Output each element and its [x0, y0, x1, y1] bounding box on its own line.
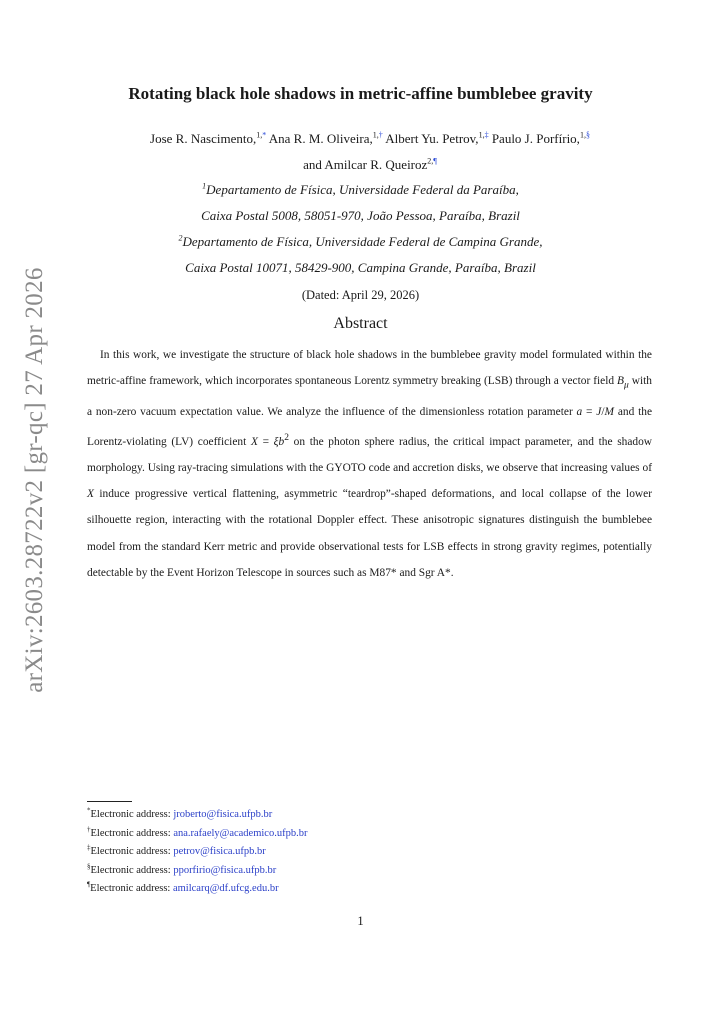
affiliation-2-line-2: Caixa Postal 10071, 58429-900, Campina Grande, Paraíba, Brazil [185, 260, 536, 275]
author-footnote-link[interactable]: ‡ [484, 130, 489, 140]
abstract-body: In this work, we investigate the structure of black hole shadows in the bumblebee gravity model formulated within the metric-affine framework, which incorporates spontaneous Lorentz symmetry breaking (LSB) through a vector field $B_\mu$ with a non-zero vacuum expectation value. We analyze the influence of the dimensionless rotation parameter a = J/M and the Lorentz-violating (LV) coefficient $X = \xi b^2$ on the photon sphere radius, the critical impact parameter, and the shadow morphology. Using ray-tracing simulations with the GYOTO code and accretion disks, we observe that increasing values of X induce progressive vertical flattening, asymmetric “teardrop”-shaped deformations, and local collapse of the lower silhouette region, interacting with the rotational Doppler effect. These anisotropic signatures distinguish the bumblebee model from the standard Kerr metric and provide observational tests for LSB effects in strong gravity regimes, potentially detectable by the Event Horizon Telescope in sources such as M87* and Sgr A*. [87, 349, 653, 579]
author-footnote-link[interactable]: † [378, 130, 383, 140]
affiliation-1-line-1: $^1$Departamento de Física, Universidade Federal da Paraíba, [202, 181, 519, 197]
author-list: Jose R. Nascimento,$^{1,*}$ Ana R. M. Oliveira,$^{1,\dagger}$ Albert Yu. Petrov,$^{1,\ddagger}$ Paulo J. Porfírio,$^{1,\S}$ and Amilcar R. Queiroz$^{2,\P}$ [150, 130, 590, 172]
arxiv-identifier: arXiv:2603.28722v2 [gr-qc] 27 Apr 2026 [21, 267, 48, 693]
footnote: *Electronic address: jroberto@fisica.ufpb.br [87, 806, 273, 820]
footnote: ¶Electronic address: amilcarq@df.ufcg.edu.br [87, 880, 279, 894]
author-2: Ana R. M. Oliveira,$^{1,\dagger}$ [268, 130, 383, 146]
author-4: Paulo J. Porfírio,$^{1,\S}$ [491, 130, 590, 146]
affiliation-2-line-1: $^2$Departamento de Física, Universidade Federal de Campina Grande, [178, 233, 543, 249]
footnote: †Electronic address: ana.rafaely@academico.ufpb.br [87, 825, 308, 839]
author-footnote-link[interactable]: * [262, 130, 267, 140]
footnote: §Electronic address: pporfirio@fisica.ufpb.br [87, 862, 277, 876]
author-footnote-link[interactable]: § [585, 130, 590, 140]
footnote: ‡Electronic address: petrov@fisica.ufpb.br [87, 843, 266, 857]
footnote-divider [87, 801, 132, 802]
date-line: (Dated: April 29, 2026) [301, 288, 420, 302]
email-link[interactable]: jroberto@fisica.ufpb.br [173, 809, 273, 820]
paper-title: Rotating black hole shadows in metric-affine bumblebee gravity [128, 84, 593, 103]
email-link[interactable]: amilcarq@df.ufcg.edu.br [172, 883, 279, 894]
footnotes [87, 806, 307, 899]
author-5: Amilcar R. Queiroz$^{2,\P}$ [324, 156, 437, 172]
email-link[interactable]: petrov@fisica.ufpb.br [173, 846, 266, 857]
author-1: Jose R. Nascimento,$^{1,*}$ [150, 130, 267, 146]
author-3: Albert Yu. Petrov,$^{1,\ddagger}$ [385, 130, 489, 146]
email-link[interactable]: pporfirio@fisica.ufpb.br [173, 864, 277, 876]
abstract-heading: Abstract [333, 315, 388, 332]
affiliation-1-line-2: Caixa Postal 5008, 58051-970, João Pessoa, Paraíba, Brazil [201, 208, 520, 223]
page-number: 1 [357, 914, 364, 928]
author-footnote-link[interactable]: ¶ [433, 156, 437, 166]
email-link[interactable]: ana.rafaely@academico.ufpb.br [173, 827, 308, 839]
